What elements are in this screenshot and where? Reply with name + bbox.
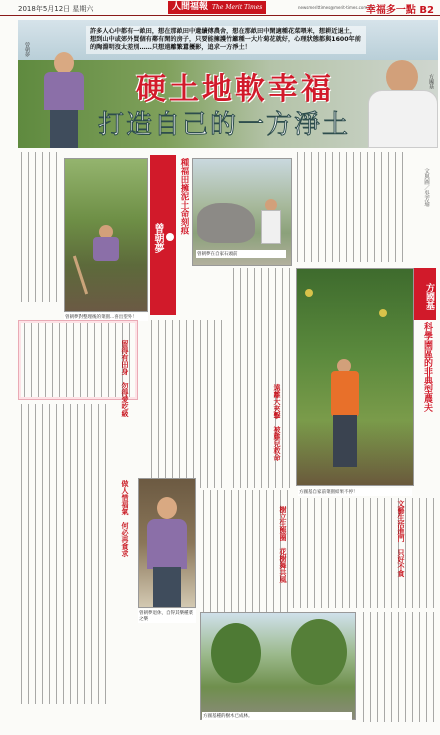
issue-date: 2018年5月12日 星期六	[18, 5, 94, 13]
story1-subhead-1: 留得有田身 勿得愛吃級	[121, 340, 130, 417]
sub-headline: 打造自己的一方淨土	[98, 110, 351, 140]
headline: 硬土地軟幸福	[136, 72, 334, 107]
story1-portrait-caption: 曾朝夢退休，自得其樂種菜之樂	[138, 609, 196, 623]
hero-photo-person-left	[40, 52, 88, 148]
hero-banner	[18, 20, 438, 148]
story1-tagline: 種福田擁泥土命刻痕	[179, 158, 189, 235]
masthead-logo	[168, 1, 266, 14]
story1-garden-photo	[64, 158, 148, 312]
story2-tagline: 科學園區的非典型農夫	[422, 322, 432, 412]
story2-intro-col	[294, 152, 404, 262]
portrait-head	[157, 497, 177, 519]
farmer-legs	[333, 415, 357, 467]
story1-portrait-photo	[138, 478, 196, 608]
story1-text-col-c	[148, 320, 228, 488]
page-number: B2	[419, 5, 434, 16]
story2-subhead-3: 文藝生活進門 只好不貪	[397, 500, 406, 577]
story2-trees-photo	[200, 612, 356, 720]
hero-byline-left: 曾朝夢	[24, 42, 30, 57]
portrait-body	[147, 519, 187, 569]
story2-text-col-b	[230, 268, 292, 488]
fruit-icon	[379, 309, 387, 317]
story2-subhead-1: 遠離大夾擊 被雞兒救命	[273, 384, 282, 461]
story2-orchard-photo	[296, 268, 414, 486]
story2-text-col-c	[290, 498, 436, 608]
portrait-legs	[153, 567, 181, 607]
farmer-body	[331, 371, 359, 417]
badge-dot-icon	[166, 233, 174, 241]
story1-text-col-b	[18, 404, 106, 704]
story1-name: 曾朝夢	[152, 223, 163, 253]
contact-email: newsmerittimes@merit-times.com.tw	[298, 5, 374, 10]
story1-garden-caption: 曾朝夢對整理後的菜園...喜出望外！	[64, 313, 148, 321]
tree-icon	[291, 619, 347, 685]
gardener-body	[93, 237, 119, 261]
fruit-icon	[305, 289, 313, 297]
logo-chinese: 人間福報	[172, 2, 209, 12]
hero-intro-text: 許多人心中都有一畝田，想在那畝田中遺續傳農舍，想在那畝田中閑適種花菜喂米，想耕近退土，想到山中或郊外買個有鄰有閑的房子，只要能擁護竹籬種一大片菊花就好，心理狀態都與1600年前的陶淵明沒太差別……只想遠離繁囂擾影，追求一方淨土！	[86, 26, 366, 54]
section-title: 幸福多一點 B2	[365, 5, 434, 16]
logo-english: The Merit Times	[212, 4, 263, 11]
story1-rock-caption: 曾朝夢在自家石頭前	[196, 250, 286, 258]
story2-orchard-caption: 方國基自家前菜園結果不停！	[298, 488, 412, 496]
story2-trees-caption: 方國基種的樹木已成林。	[202, 712, 352, 720]
story2-text-col-d	[360, 612, 436, 722]
story2-name: 方國基	[424, 282, 434, 310]
stone-icon	[197, 203, 255, 243]
shovel-icon	[73, 256, 88, 295]
story1-subhead-2: 做人惜福氣 何必再貪求	[121, 480, 130, 557]
tree-icon	[211, 623, 261, 683]
page-header	[0, 0, 440, 16]
story2-byline: 文與圖／吳芳瑜	[423, 168, 429, 207]
man-body	[261, 210, 281, 244]
story2-subhead-2: 樹立生態圈 花樹舞共風	[279, 506, 288, 583]
story1-badge	[150, 155, 176, 315]
story2-badge	[414, 268, 436, 320]
hero-byline-right: 方國基	[428, 74, 434, 89]
story1-text-col-a	[18, 152, 62, 302]
